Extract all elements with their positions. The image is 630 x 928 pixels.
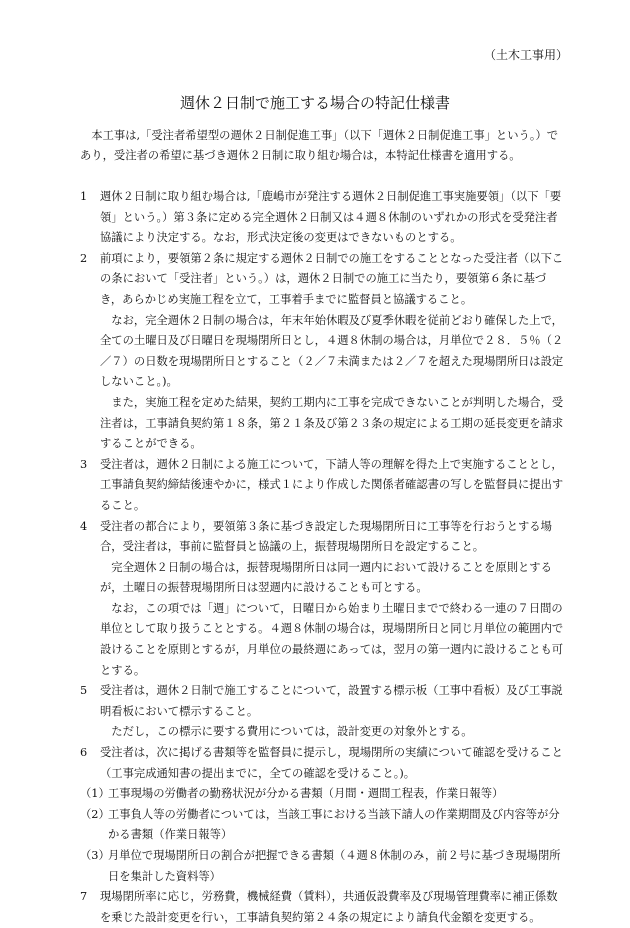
clause-text: 受注者は，週休２日制で施工することについて，設置する標示板（工事中看板）及び工事説明看板において標示すること。 <box>100 684 563 718</box>
intro-text: 本工事は,「受注者希望型の週休２日制促進工事」（以下「週休２日制促進工事」という。）であり，受注者の希望に基づき週休２日制に取り組む場合は，本特記仕様書を適用する。 <box>80 129 559 162</box>
clause-5-paragraph-a: ただし，この標示に要する費用については，設計変更の対象外とする。 <box>111 725 473 739</box>
clause-4-paragraph-b: なお，この項では「週」について，日曜日から始まり土曜日までで終わる一連の７日間の単位として取り扱うこととする。４週８休制の場合は，現場閉所日と同じ月単位の範囲内で設けることを原則とするが，月単位の最終週にあっては，翌月の第一週内に設けることも可とする。 <box>100 601 564 677</box>
subitem-number: （3） <box>80 849 110 862</box>
clause-text: 前項により，要領第２条に規定する週休２日制での施工をすることとなった受注者（以下この条において「受注者」という。）は，週休２日制での施工に当たり，要領第６条に基づき，あらかじめ実施工程を立て，工事着手までに監督員と協議すること。 <box>100 251 564 306</box>
clause-7 <box>80 887 568 928</box>
subitem-text: 工事負人等の労働者については，当該工事における当該下請人の作業期間及び内容等が分かる書類（作業日報等） <box>108 807 560 842</box>
clause-2-paragraph-a: なお，完全週休２日制の場合は，年末年始休暇及び夏季休暇を従前どおり確保した上で，全ての土曜日及び日曜日を現場閉所日とし，４週８休制の場合は，月単位で２８．５％（２／７）の日数を現場閉所日とすること（２／７未満または２／７を超えた現場閉所日は設定しないこと。)。 <box>100 313 564 389</box>
clause-number: 7 <box>80 890 88 904</box>
clause-number: 2 <box>80 251 88 265</box>
subitem-text: 工事現場の労働者の勤務状況が分かる書類（月間・週間工程表，作業日報等） <box>108 787 504 801</box>
clause-number: 1 <box>80 190 88 203</box>
clause-text: 受注者は，週休２日制による施工について，下請人等の理解を得た上で実施することとし，工事請負契約締結後速やかに，様式１により作成した関係者確認書の写しを監督員に提出すること。 <box>100 457 564 512</box>
clause-6-subitem-3 <box>80 846 568 887</box>
clause-text: 受注者の都合により，要領第３条に基づき設定した現場閉所日に工事等を行おうとする場合，受注者は，事前に監督員と協議の上，振替現場閉所日を設定すること。 <box>100 519 552 554</box>
document-category-tag: （土木工事用） <box>483 48 568 62</box>
clause-3 <box>80 455 568 517</box>
document-title: 週休２日制で施工する場合の特記仕様書 <box>179 94 450 112</box>
clause-6-subitem-1 <box>80 784 568 805</box>
subitem-number: （1） <box>80 787 110 801</box>
clause-text: 週休２日制に取り組む場合は,「鹿嶋市が発注する週休２日制促進工事実施要領」（以下「要領」という。）第３条に定める完全週休２日制又は４週８休制のいずれかの形式を受発注者協議により決定する。なお，形式決定後の変更はできないものとする。 <box>100 190 562 245</box>
clause-4 <box>80 517 568 558</box>
clause-number: 4 <box>80 519 88 533</box>
clause-1 <box>80 187 568 249</box>
clause-2-paragraph-b: また，実施工程を定めた結果，契約工期内に工事を完成できないことが判明した場合，受注者は，工事請負契約第１８条，第２１条及び第２３条の規定による工期の延長変更を請求することができる。 <box>100 395 564 451</box>
clause-text: 現場閉所率に応じ，労務費，機械経費（賃料），共通仮設費率及び現場管理費率に補正係数を乗じた設計変更を行い，工事請負契約第２４条の規定により請負代金額を変更する。 <box>100 890 558 924</box>
clause-4-paragraph-a: 完全週休２日制の場合は，振替現場閉所日は同一週内において設けることを原則とするが，土曜日の振替現場閉所日は翌週内に設けることも可とする。 <box>100 560 552 595</box>
clause-6 <box>80 743 568 784</box>
clause-text: 受注者は，次に掲げる書類等を監督員に提示し，現場閉所の実績について確認を受けること（工事完成通知書の提出までに，全ての確認を受けること。)。 <box>100 746 563 780</box>
clause-number: 3 <box>80 457 88 471</box>
intro-paragraph <box>80 126 568 166</box>
clause-2 <box>80 249 568 311</box>
subitem-text: 月単位で現場閉所日の割合が把握できる書類（４週８休制のみ，前２号に基づき現場閉所日を集計した資料等） <box>108 849 561 883</box>
clause-number: 6 <box>80 746 88 760</box>
clause-6-subitem-2 <box>80 805 568 846</box>
clause-number: 5 <box>80 684 88 698</box>
document-body <box>80 187 568 928</box>
subitem-number: （2） <box>80 807 110 821</box>
clause-5 <box>80 681 568 722</box>
